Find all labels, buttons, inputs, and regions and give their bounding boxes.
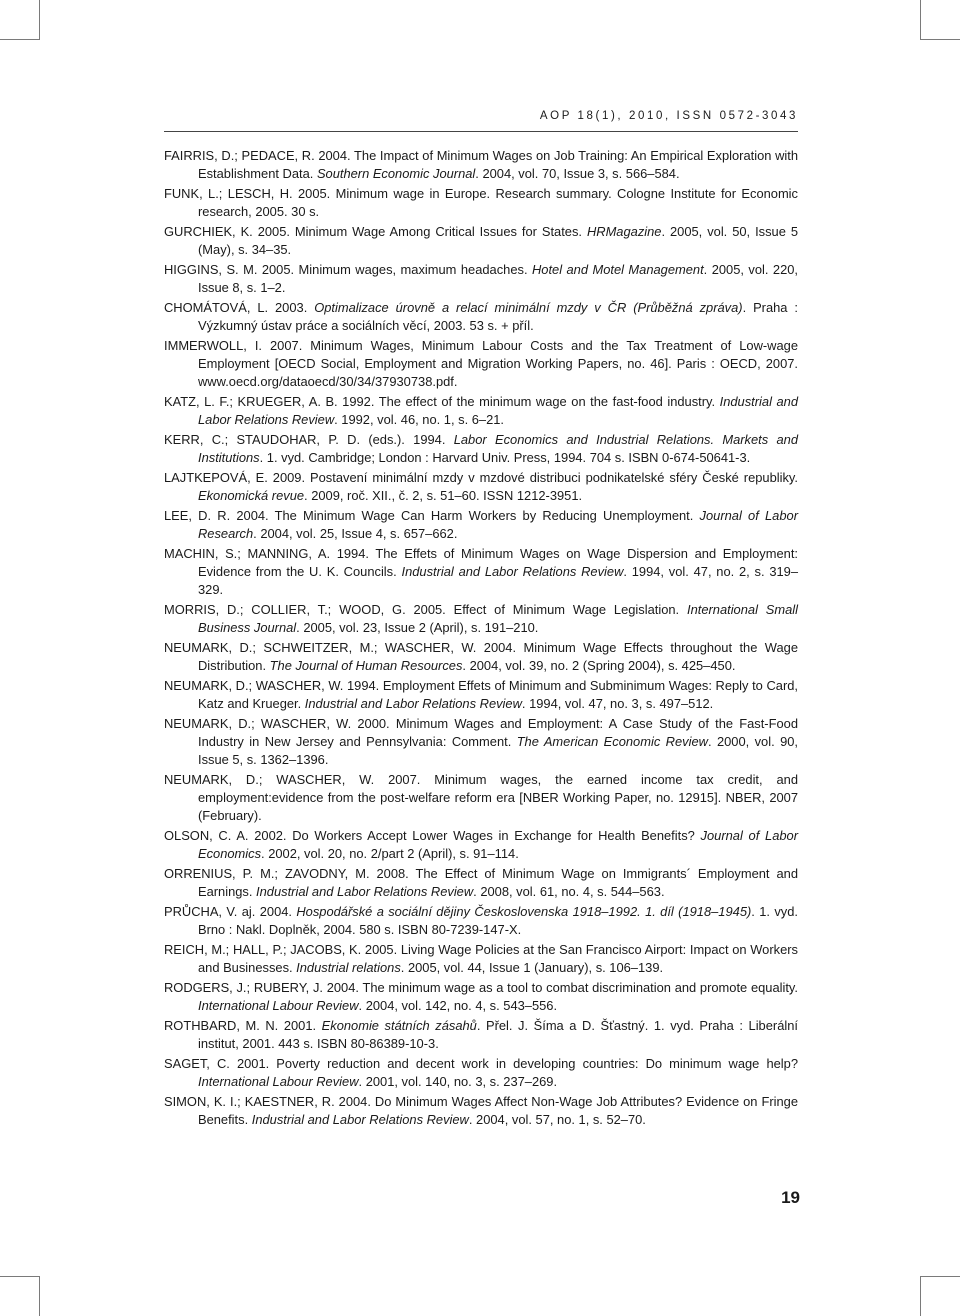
reference-entry (164, 903, 798, 939)
reference-text: . 1994, vol. 47, no. 3, s. 497–512. (521, 696, 714, 711)
reference-entry (164, 469, 798, 505)
reference-source-title: The American Economic Review (516, 734, 708, 749)
reference-text: . 1. vyd. Brno : Nakl. Doplněk, 2004. 580 s. ISBN 80-7239-147-X. (198, 904, 798, 937)
reference-text: IMMERWOLL, I. 2007. Minimum Wages, Minimum Labour Costs and the Tax Treatment of Low-wage Employment [OECD Social, Employment and Migration Working Papers, no. 46]. Paris : OECD, 2007. www.oecd.org/dataoecd/30/34/37930738.pdf. (164, 338, 798, 389)
reference-source-title: Hotel and Motel Management (531, 262, 704, 277)
crop-mark-bottom-left-v (39, 1276, 40, 1316)
reference-source-title: International Small Business Journal (198, 602, 799, 635)
reference-text: . Přel. J. Šíma a D. Šťastný. 1. vyd. Praha : Liberální institut, 2001. 443 s. ISBN 80-86389-10-3. (198, 1018, 798, 1051)
reference-text: CHOMÁTOVÁ, L. 2003. (164, 300, 315, 315)
reference-source-title: Industrial and Labor Relations Review (198, 394, 798, 427)
reference-source-title: Industrial and Labor Relations Review (401, 564, 624, 579)
reference-entry (164, 865, 798, 901)
reference-entry (164, 185, 798, 221)
reference-text: . 2000, vol. 90, Issue 5, s. 1362–1396. (198, 734, 798, 767)
reference-text: . 2004, vol. 39, no. 2 (Spring 2004), s. 425–450. (462, 658, 736, 673)
reference-source-title: The Journal of Human Resources (269, 658, 463, 673)
reference-text: . Praha : Výzkumný ústav práce a sociálních věcí, 2003. 53 s. + příl. (198, 300, 798, 333)
reference-entry (164, 979, 798, 1015)
reference-entry (164, 261, 798, 297)
reference-source-title: Southern Economic Journal (316, 166, 476, 181)
reference-entry (164, 507, 798, 543)
crop-mark-bottom-right-h (920, 1276, 960, 1277)
crop-mark-bottom-left-h (0, 1276, 40, 1277)
reference-entry (164, 827, 798, 863)
reference-source-title: Industrial and Labor Relations Review (304, 696, 522, 711)
reference-entry (164, 941, 798, 977)
reference-text: MORRIS, D.; COLLIER, T.; WOOD, G. 2005. Effect of Minimum Wage Legislation. (164, 602, 687, 617)
reference-source-title: Labor Economics and Industrial Relations. Markets and Institutions (198, 432, 799, 465)
page-number: 19 (781, 1188, 800, 1207)
header-rule (164, 131, 798, 132)
reference-text: ROTHBARD, M. N. 2001. (164, 1018, 322, 1033)
reference-text: FUNK, L.; LESCH, H. 2005. Minimum wage in Europe. Research summary. Cologne Institute for Economic research, 2005. 30 s. (164, 186, 798, 219)
crop-mark-top-left-h (0, 39, 40, 40)
reference-text: NEUMARK, D.; WASCHER, W. 1994. Employment Effets of Minimum and Subminimum Wages: Reply to Card, Katz and Krueger. (164, 678, 798, 711)
reference-source-title: Ekonomická revue (198, 488, 305, 503)
crop-mark-top-right-v (920, 0, 921, 40)
reference-source-title: Industrial relations (296, 960, 401, 975)
reference-text: . 2005, vol. 23, Issue 2 (April), s. 191–210. (296, 620, 539, 635)
reference-text: NEUMARK, D.; WASCHER, W. 2007. Minimum wages, the earned income tax credit, and employment:evidence from the post-welfare reform era [NBER Working Paper, no. 12915]. NBER, 2007 (February). (164, 772, 798, 823)
crop-mark-top-right-h (920, 39, 960, 40)
reference-source-title: Industrial and Labor Relations Review (251, 1112, 469, 1127)
reference-text: . 2001, vol. 140, no. 3, s. 237–269. (358, 1074, 558, 1089)
reference-text: OLSON, C. A. 2002. Do Workers Accept Lower Wages in Exchange for Health Benefits? (164, 828, 701, 843)
reference-text: REICH, M.; HALL, P.; JACOBS, K. 2005. Living Wage Policies at the San Francisco Airport: Impact on Workers and Businesses. (164, 942, 798, 975)
reference-source-title: International Labour Review (198, 998, 359, 1013)
reference-entry (164, 601, 798, 637)
reference-text: NEUMARK, D.; SCHWEITZER, M.; WASCHER, W. 2004. Minimum Wage Effects throughout the Wage Distribution. (164, 640, 798, 673)
reference-text: . 2004, vol. 142, no. 4, s. 543–556. (358, 998, 558, 1013)
reference-source-title: HRMagazine (586, 224, 662, 239)
reference-text: LEE, D. R. 2004. The Minimum Wage Can Harm Workers by Reducing Unemployment. (164, 508, 700, 523)
reference-entry (164, 545, 798, 599)
reference-text: . 2005, vol. 50, Issue 5 (May), s. 34–35. (198, 224, 798, 257)
reference-text: . 2005, vol. 44, Issue 1 (January), s. 106–139. (400, 960, 664, 975)
reference-text: PRŮCHA, V. aj. 2004. (164, 904, 297, 919)
reference-list (164, 147, 798, 1129)
reference-text: HIGGINS, S. M. 2005. Minimum wages, maximum headaches. (164, 262, 532, 277)
reference-text: RODGERS, J.; RUBERY, J. 2004. The minimum wage as a tool to combat discrimination and promote equality. (164, 980, 798, 995)
reference-source-title: Journal of Labor Economics (198, 828, 798, 861)
reference-source-title: Optimalizace úrovně a relací minimální mzdy v ČR (Průběžná zpráva) (314, 300, 743, 315)
reference-text: ORRENIUS, P. M.; ZAVODNY, M. 2008. The Effect of Minimum Wage on Immigrants´ Employment and Earnings. (164, 866, 798, 899)
reference-text: . 2004, vol. 25, Issue 4, s. 657–662. (253, 526, 458, 541)
reference-text: . 2008, vol. 61, no. 4, s. 544–563. (473, 884, 665, 899)
reference-source-title: International Labour Review (198, 1074, 359, 1089)
reference-source-title: Journal of Labor Research (198, 508, 798, 541)
reference-entry (164, 223, 798, 259)
reference-entry (164, 393, 798, 429)
reference-entry (164, 715, 798, 769)
reference-entry (164, 771, 798, 825)
reference-text: KATZ, L. F.; KRUEGER, A. B. 1992. The effect of the minimum wage on the fast-food industry. (164, 394, 720, 409)
reference-text: FAIRRIS, D.; PEDACE, R. 2004. The Impact of Minimum Wages on Job Training: An Empirical Exploration with Establishment Data. (164, 148, 798, 181)
reference-text: . 2004, vol. 70, Issue 3, s. 566–584. (475, 166, 680, 181)
reference-text: . 1. vyd. Cambridge; London : Harvard Univ. Press, 1994. 704 s. ISBN 0-674-50641-3. (259, 450, 751, 465)
reference-entry (164, 299, 798, 335)
reference-text: NEUMARK, D.; WASCHER, W. 2000. Minimum Wages and Employment: A Case Study of the Fast-Food Industry in New Jersey and Pennsylvania: Comment. (164, 716, 798, 749)
reference-source-title: Industrial and Labor Relations Review (256, 884, 474, 899)
journal-header: AOP 18(1), 2010, ISSN 0572-3043 (539, 110, 798, 122)
reference-text: KERR, C.; STAUDOHAR, P. D. (eds.). 1994. (164, 432, 454, 447)
reference-entry (164, 337, 798, 391)
crop-mark-top-left-v (39, 0, 40, 40)
reference-text: . 1992, vol. 46, no. 1, s. 6–21. (334, 412, 504, 427)
reference-source-title: Hospodářské a sociální dějiny Československa 1918–1992. 1. díl (1918–1945) (296, 904, 752, 919)
reference-text: MACHIN, S.; MANNING, A. 1994. The Effets of Minimum Wages on Wage Dispersion and Employment: Evidence from the U. K. Councils. (164, 546, 798, 579)
reference-text: GURCHIEK, K. 2005. Minimum Wage Among Critical Issues for States. (164, 224, 587, 239)
reference-source-title: Ekonomie státních zásahů (321, 1018, 477, 1033)
reference-entry (164, 677, 798, 713)
reference-entry (164, 147, 798, 183)
reference-text: . 1994, vol. 47, no. 2, s. 319–329. (198, 564, 798, 597)
reference-text: SIMON, K. I.; KAESTNER, R. 2004. Do Minimum Wages Affect Non-Wage Job Attributes? Evidence on Fringe Benefits. (164, 1094, 798, 1127)
reference-text: LAJTKEPOVÁ, E. 2009. Postavení minimální mzdy v mzdové distribuci podnikatelské sféry České republiky. (164, 470, 798, 485)
crop-mark-bottom-right-v (920, 1276, 921, 1316)
reference-text: SAGET, C. 2001. Poverty reduction and decent work in developing countries: Do minimum wage help? (164, 1056, 798, 1071)
reference-entry (164, 1093, 798, 1129)
reference-text: . 2002, vol. 20, no. 2/part 2 (April), s. 91–114. (261, 846, 519, 861)
reference-text: . 2005, vol. 220, Issue 8, s. 1–2. (198, 262, 798, 295)
reference-entry (164, 1017, 798, 1053)
reference-text: . 2004, vol. 57, no. 1, s. 52–70. (468, 1112, 646, 1127)
reference-entry (164, 431, 798, 467)
reference-text: . 2009, roč. XII., č. 2, s. 51–60. ISSN 1212-3951. (304, 488, 583, 503)
reference-entry (164, 1055, 798, 1091)
reference-entry (164, 639, 798, 675)
